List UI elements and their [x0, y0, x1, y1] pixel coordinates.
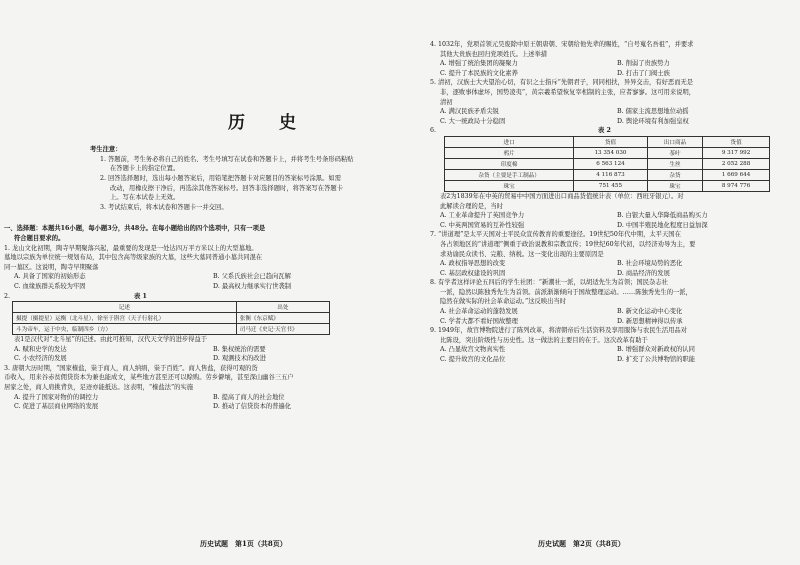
table-row	[13, 313, 330, 324]
question-6-stem: 表2为1839年在中英的贸易中中国方面进出口商品货值统计表（单位：西班牙银元）。对	[440, 192, 684, 200]
table-cell: 印度棉	[445, 158, 574, 169]
question-8-line: 隐然在做实际的社会革命运动。”这反映出当时	[440, 298, 567, 306]
option-d: D. 最高权力继承实行世袭制	[213, 282, 292, 290]
table-cell: 杂货	[647, 169, 702, 180]
option-b: B. 儒家主流思想地位动摇	[617, 108, 689, 116]
right-page	[420, 0, 800, 565]
note-line: 在答题卡上的指定位置。	[110, 165, 180, 173]
table-1	[12, 301, 330, 335]
question-1-line: 1. 龙山文化初期，陶寺早期聚落兴起，最重要的发现是一处达四万平方米以上的大型墓地。	[4, 244, 258, 252]
option-d: D. 新思想精神得以传承	[617, 317, 683, 325]
option-a: A. 政权指导思想的改变	[440, 260, 506, 268]
table-row	[445, 169, 770, 180]
option-d: D. 商品经济的发展	[617, 269, 670, 277]
question-1-line: 同一墓区。这说明，陶寺早期聚落	[4, 263, 99, 271]
option-d: D. 观测技术的改进	[213, 355, 266, 363]
option-b: B. 新文化运动中心变化	[617, 308, 683, 316]
note-line: 改动，用橡皮擦干净后，再选涂其他答案标号。回答非选择题时，将答案写在答题卡	[110, 184, 343, 192]
table-cell: 斗为帝车，运于中央，临制四乡（方）	[13, 324, 237, 335]
option-a: A. 工业革命提升了英国竞争力	[440, 212, 525, 220]
notes-heading: 考生注意：	[90, 146, 122, 153]
table-cell: 751 455	[574, 180, 648, 191]
option-a: A. 满汉民族矛盾尖锐	[440, 108, 499, 116]
option-d: D. 扩充了公共博物馆的职能	[617, 356, 696, 364]
section-heading: 一、选择题：本题共16小题，每小题3分，共48分。在每小题给出的四个选项中，只有一项是	[4, 225, 266, 233]
option-c: C. 促进了基层商业网络的发展	[14, 403, 99, 411]
option-a: A. 凸显故宫文物真实性	[440, 346, 506, 354]
table-cell: 2 052 288	[703, 158, 770, 169]
table-cell: 9 317 992	[703, 147, 770, 158]
table-cell: 摄提（摄提星）运衡（北斗星），徐至于斟宫（天子行射礼）	[13, 313, 237, 324]
option-d: D. 舆论环境有利加强皇权	[617, 117, 689, 125]
option-c: C. 提升故宫的文化品位	[440, 356, 506, 364]
question-5-line: 5. 清初，汉族士大夫望治心切，有识之士指斥“先朝君子，同同相扶，异异交击，有好恶而无是	[430, 79, 694, 87]
option-b: B. 提高了商人的社会地位	[213, 393, 285, 401]
table-row	[13, 324, 330, 335]
question-7-line: 7. “讲道理”是太平天国对士平民众宣传教育的重要途径。19世纪50年代中期，太平天国在	[430, 231, 681, 239]
option-a: A. 增强了统治集团的凝聚力	[440, 60, 518, 68]
table-2	[444, 136, 770, 192]
table-2-header: 货值	[574, 136, 648, 147]
question-3-line: 币收入，用来谷赤贫佣贷资本为兼也能成文，某些地方甚至还可以赊购。劳乡僻壤，甚至深山幽谷三五户	[4, 374, 294, 382]
table-cell: 生丝	[647, 158, 702, 169]
option-c: C. 小农经济的发展	[14, 355, 67, 363]
table-2-header: 进口	[445, 136, 574, 147]
option-b: B. 集权统治的需要	[213, 345, 266, 353]
exam-notes	[90, 145, 412, 212]
question-4-line: 4. 1032年，党项首领元昊废除中原王朝唐朝、宋朝给他先辈的赐姓，“自号嵬名吾祖”，并要求	[430, 41, 694, 48]
question-1-line: 墓地以宗族为单位统一规划布局，其中包含高等级家族的大墓，这些大墓同普通小墓共同混在	[4, 254, 263, 262]
option-b: B. 社会环境局势的恶化	[617, 260, 683, 268]
table-row	[445, 180, 770, 191]
table-cell: 6 563 124	[574, 158, 648, 169]
note-line: 2. 回答选择题时，选出每小题答案后，用铅笔把答题卡对应题目的答案标号涂黑。如需	[100, 174, 341, 182]
question-6-stem: 此解读合理的是，当时	[440, 202, 503, 210]
question-8-line: 一派，隐然以陈独秀先生为首领。前派渐渐倾向于国故整理运动。……陈独秀先生的一派，	[440, 288, 692, 296]
question-7-line: 各占领地区的“讲道理”侧重于政治说教和宗教宣传；19世纪60年代初，以经济劝导为主，要	[440, 240, 696, 248]
table-cell: 司马迁《史记·天官书》	[236, 324, 329, 335]
question-7-line: 求劝谕民众读书、完粮、纳税。这一变化出现的主要原因是	[440, 250, 604, 258]
table-cell: 张衡《东京赋》	[236, 313, 329, 324]
option-b: B. 白银大量入华降低商品购买力	[617, 212, 708, 220]
table-cell: 茶叶	[647, 147, 702, 158]
question-9-line: 9. 1949年，故宫博物院进行了陈列改革，将清朝帝后生活资料及享用服饰与农民生活用品对	[430, 327, 688, 335]
question-8-line: 8. 有学者这样评论五四后的学生社团：“新潮社一派，以胡适先生为首领；国民杂志社	[430, 279, 668, 287]
table-cell: 杂货（主要是手工制品）	[445, 169, 574, 180]
question-5-line: 清初	[440, 98, 453, 106]
table-cell: 珠宝	[445, 180, 574, 191]
section-heading-cont: 符合题目要求的。	[14, 234, 65, 242]
option-b: B. 削弱了贵族势力	[617, 60, 670, 68]
question-9-line: 比陈设，突出阶级性与历史性。这一做法的主要目的在于。这次改革有助于	[440, 336, 648, 344]
table-1-header: 记述	[13, 302, 237, 313]
question-2-stem: 表1是汉代对“北斗星”的记述。由此可推知，汉代天文学的进步得益于	[14, 336, 208, 344]
table-cell: 1 669 644	[703, 169, 770, 180]
table-cell: 鸦片	[445, 147, 574, 158]
table-row	[445, 158, 770, 169]
table-2-header: 出口商品	[647, 136, 702, 147]
option-c: C. 大一统政局十分稳固	[440, 117, 506, 125]
option-c: C. 学者大都不看好国故整理	[440, 317, 518, 325]
question-2-number: 2.	[4, 292, 11, 300]
note-line: 1. 答题前，考生务必将自己的姓名、考生号填写在试卷和答题卡上，并将考生号条形码粘贴	[100, 155, 354, 163]
table-cell: 13 354 030	[574, 147, 648, 158]
note-line: 3. 考试结束后，将本试卷和答题卡一并交回。	[100, 203, 228, 211]
option-a: A. 提升了国家对物价的调控力	[14, 393, 99, 401]
option-d: D. 推动了信贷资本的普遍化	[213, 403, 292, 411]
table-row	[445, 147, 770, 158]
option-a: A. 具备了国家的初始形态	[14, 273, 86, 281]
option-a: A. 社会革命运动的蓬勃发展	[440, 308, 518, 316]
option-b: B. 父系氏族社会已趋向瓦解	[213, 273, 291, 281]
table-2-header: 货值	[703, 136, 770, 147]
option-c: C. 中英两国贸易的互补性较强	[440, 221, 525, 229]
option-c: C. 血缘族群关系较为牢固	[14, 282, 86, 290]
question-6-number: 6.	[430, 127, 437, 135]
option-d: D. 打击了门阀士族	[617, 69, 670, 77]
question-3-line: 居家之处，商人肩挑背负，足迹亦能抵达。这表明，“榷盐法”的实施	[4, 384, 194, 392]
page-footer: 历史试题 第2页（共8页）	[538, 539, 625, 548]
option-c: C. 提升了本民族的文化素养	[440, 69, 518, 77]
table-cell: 4 116 873	[574, 169, 648, 180]
question-4-line: 其他大贵族也回归党项姓氏。上述举措	[440, 50, 548, 58]
table-1-header: 出处	[236, 302, 329, 313]
option-a: A. 赋和史学的发达	[14, 345, 67, 353]
exam-title: 历 史	[228, 113, 310, 133]
note-line: 上。写在本试卷上无效。	[110, 194, 180, 202]
table-cell: 8 974 776	[703, 180, 770, 191]
option-b: B. 增强群众对新政权的认同	[617, 346, 695, 354]
table-cell: 珠宝	[647, 180, 702, 191]
table-1-title: 表 1	[134, 292, 147, 300]
question-5-line: 非，逐败事体虚坏，国势凌夷”，黄宗羲希望恢复宰相制的主张，应者寥寥。这可用来说明，	[440, 88, 696, 96]
table-2-title: 表 2	[598, 127, 611, 135]
page-footer: 历史试题 第1页（共8页）	[200, 539, 287, 548]
option-c: C. 基层政权建设的巩固	[440, 269, 506, 277]
option-d: D. 中国半殖民地化程度日益加深	[617, 221, 708, 229]
question-3-line: 3. 唐朝大历时期，“国家榷盐，粜于商人，商人纳绢，粜于百姓”。商人售盐，获得可观的货	[4, 364, 258, 372]
